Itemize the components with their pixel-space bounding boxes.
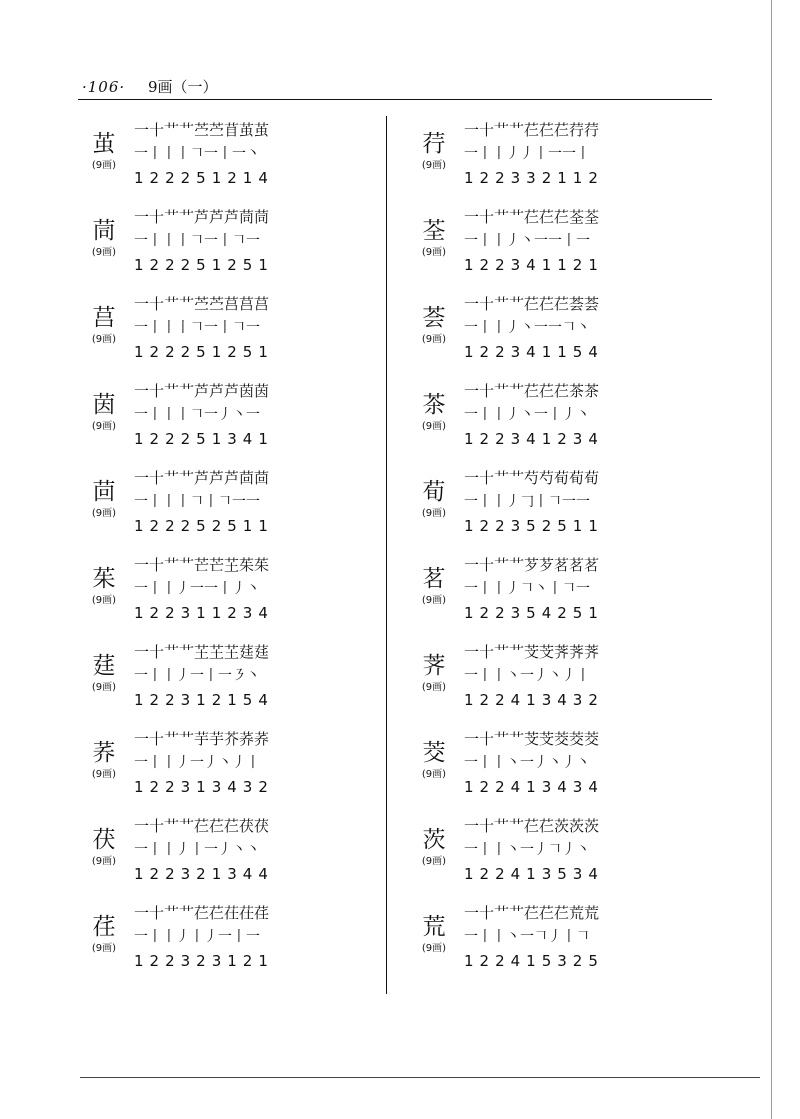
headword-character: 荃 — [422, 218, 446, 244]
stroke-count-label: (9画) — [91, 334, 117, 345]
stroke-progression: 一十艹艹芍芍荀荀荀 — [464, 469, 600, 487]
stroke-shapes: 一丨丨丿丨丿一丨一 — [134, 929, 260, 945]
stroke-codes: 122413434 — [464, 778, 604, 796]
stroke-count-label: (9画) — [91, 769, 117, 780]
stroke-count-label: (9画) — [421, 943, 447, 954]
right-column — [412, 112, 672, 982]
headword-character: 茧 — [92, 131, 116, 157]
stroke-progression: 一十艹艹芋芋芥荞荞 — [134, 730, 270, 748]
page-number: ·106· — [82, 78, 126, 96]
stroke-shapes: 一丨丨丨𠃍一丨一丶 — [134, 146, 260, 162]
character-entry — [82, 286, 342, 373]
stroke-progression: 一十艹艹芦芦芦茴茴 — [134, 469, 270, 487]
stroke-codes: 122352511 — [464, 517, 604, 535]
stroke-progression: 一十艹艹芢芢芢茯茯 — [134, 817, 270, 835]
stroke-codes: 122413432 — [464, 691, 604, 709]
character-entry — [412, 460, 672, 547]
stroke-codes: 122415325 — [464, 952, 604, 970]
stroke-codes: 122341234 — [464, 430, 604, 448]
headword-character: 莒 — [92, 305, 116, 331]
stroke-count-label: (9画) — [91, 682, 117, 693]
stroke-progression: 一十艹艹芕芕茗茗茗 — [464, 556, 600, 574]
character-entry — [412, 547, 672, 634]
stroke-shapes: 一丨丨丨𠃍一丨𠃍一 — [134, 233, 260, 249]
headword-character: 茗 — [422, 566, 446, 592]
character-entry — [412, 895, 672, 982]
stroke-shapes: 一丨丨丿丶一一丨一 — [464, 233, 590, 249]
stroke-count-label: (9画) — [421, 160, 447, 171]
stroke-shapes: 一丨丨丶一丿丶丿丶 — [464, 755, 590, 771]
stroke-shapes: 一丨丨丿丶一一𠃍丶 — [464, 320, 590, 336]
stroke-codes: 122311234 — [134, 604, 274, 622]
stroke-progression: 一十艹艹芢芢芢荃荃 — [464, 208, 600, 226]
stroke-codes: 122321344 — [134, 865, 274, 883]
stroke-progression: 一十艹艹芦芦芦茼茼 — [134, 208, 270, 226]
header-rule — [78, 99, 712, 100]
stroke-codes: 122341121 — [464, 256, 604, 274]
character-entry — [412, 721, 672, 808]
stroke-count-label: (9画) — [421, 334, 447, 345]
section-title: 9画（一） — [147, 78, 218, 96]
character-entry — [82, 808, 342, 895]
stroke-count-label: (9画) — [91, 856, 117, 867]
stroke-codes: 122251214 — [134, 169, 274, 187]
stroke-count-label: (9画) — [421, 247, 447, 258]
stroke-shapes: 一丨丨丿一一丨丿丶 — [134, 581, 260, 597]
stroke-shapes: 一丨丨丨𠃍一丨𠃍一 — [134, 320, 260, 336]
stroke-codes: 122251251 — [134, 343, 274, 361]
character-entry — [412, 808, 672, 895]
headword-character: 荠 — [422, 653, 446, 679]
page-header — [82, 76, 712, 98]
stroke-codes: 122323121 — [134, 952, 274, 970]
stroke-count-label: (9画) — [91, 247, 117, 258]
stroke-shapes: 一丨丨丿一丨一㇋丶 — [134, 668, 260, 684]
stroke-codes: 122251341 — [134, 430, 274, 448]
headword-character: 茱 — [92, 566, 116, 592]
headword-character: 茭 — [422, 740, 446, 766]
stroke-codes: 122312154 — [134, 691, 274, 709]
character-entry — [412, 634, 672, 721]
headword-character: 茯 — [92, 827, 116, 853]
stroke-codes: 122354251 — [464, 604, 604, 622]
stroke-progression: 一十艹艹苎苎莒莒莒 — [134, 295, 270, 313]
headword-character: 茵 — [92, 392, 116, 418]
stroke-count-label: (9画) — [421, 769, 447, 780]
stroke-shapes: 一丨丨丿丶一丨丿丶 — [464, 407, 590, 423]
stroke-count-label: (9画) — [91, 421, 117, 432]
headword-character: 茨 — [422, 827, 446, 853]
stroke-codes: 122251251 — [134, 256, 274, 274]
stroke-progression: 一十艹艹苎苎苜茧茧 — [134, 121, 270, 139]
stroke-count-label: (9画) — [91, 595, 117, 606]
stroke-count-label: (9画) — [91, 508, 117, 519]
stroke-count-label: (9画) — [421, 856, 447, 867]
footer-rule — [80, 1077, 760, 1078]
character-entry — [82, 460, 342, 547]
stroke-count-label: (9画) — [421, 508, 447, 519]
stroke-shapes: 一丨丨丿丿丨一一丨 — [464, 146, 590, 162]
stroke-progression: 一十艹艹芒芒芏茱茱 — [134, 556, 270, 574]
stroke-codes: 122252511 — [134, 517, 274, 535]
character-entry — [412, 199, 672, 286]
stroke-codes: 122341154 — [464, 343, 604, 361]
stroke-shapes: 一丨丨丿𠃍丶丨𠃍一 — [464, 581, 590, 597]
headword-character: 荇 — [422, 131, 446, 157]
stroke-codes: 122413534 — [464, 865, 604, 883]
headword-character: 茴 — [92, 479, 116, 505]
stroke-progression: 一十艹艹芢芢芢荟荟 — [464, 295, 600, 313]
stroke-codes: 122332112 — [464, 169, 604, 187]
stroke-shapes: 一丨丨丶一丿丶丿丨 — [464, 668, 590, 684]
headword-character: 茼 — [92, 218, 116, 244]
character-entry — [82, 199, 342, 286]
column-divider — [386, 116, 387, 994]
stroke-count-label: (9画) — [421, 682, 447, 693]
stroke-shapes: 一丨丨丶一丿𠃍丿丶 — [464, 842, 590, 858]
character-entry — [412, 112, 672, 199]
character-entry — [82, 112, 342, 199]
stroke-shapes: 一丨丨丿𠃌丨𠃍一一 — [464, 494, 590, 510]
stroke-progression: 一十艹艹芦芦芦茵茵 — [134, 382, 270, 400]
headword-character: 荒 — [422, 914, 446, 940]
headword-character: 荟 — [422, 305, 446, 331]
character-entry — [412, 286, 672, 373]
stroke-progression: 一十艹艹芢芢芢荒荒 — [464, 904, 600, 922]
headword-character: 荀 — [422, 479, 446, 505]
stroke-shapes: 一丨丨丶一𠃍丿丨𠃍 — [464, 929, 590, 945]
headword-character: 茶 — [422, 392, 446, 418]
stroke-codes: 122313432 — [134, 778, 274, 796]
stroke-count-label: (9画) — [421, 421, 447, 432]
headword-character: 荏 — [92, 914, 116, 940]
stroke-progression: 一十艹艹芠芠茭茭茭 — [464, 730, 600, 748]
left-column — [82, 112, 342, 982]
character-entry — [82, 547, 342, 634]
stroke-count-label: (9画) — [91, 943, 117, 954]
character-entry — [82, 373, 342, 460]
headword-character: 荞 — [92, 740, 116, 766]
stroke-progression: 一十艹艹芢芢茨茨茨 — [464, 817, 600, 835]
stroke-shapes: 一丨丨丨𠃍一丿丶一 — [134, 407, 260, 423]
stroke-count-label: (9画) — [421, 595, 447, 606]
character-entry — [82, 721, 342, 808]
stroke-progression: 一十艹艹芏芏芏莛莛 — [134, 643, 270, 661]
page-edge-line — [771, 0, 772, 1119]
stroke-progression: 一十艹艹芢芢芢荇荇 — [464, 121, 600, 139]
character-entry — [412, 373, 672, 460]
headword-character: 莛 — [92, 653, 116, 679]
stroke-count-label: (9画) — [91, 160, 117, 171]
stroke-shapes: 一丨丨丨𠃍丨𠃍一一 — [134, 494, 260, 510]
character-entry — [82, 895, 342, 982]
stroke-progression: 一十艹艹芢芢芢茶茶 — [464, 382, 600, 400]
stroke-shapes: 一丨丨丿丨一丿丶丶 — [134, 842, 260, 858]
stroke-shapes: 一丨丨丿一丿丶丿丨 — [134, 755, 260, 771]
stroke-progression: 一十艹艹芠芠荠荠荠 — [464, 643, 600, 661]
stroke-progression: 一十艹艹芢芢茌茌荏 — [134, 904, 270, 922]
character-entry — [82, 634, 342, 721]
